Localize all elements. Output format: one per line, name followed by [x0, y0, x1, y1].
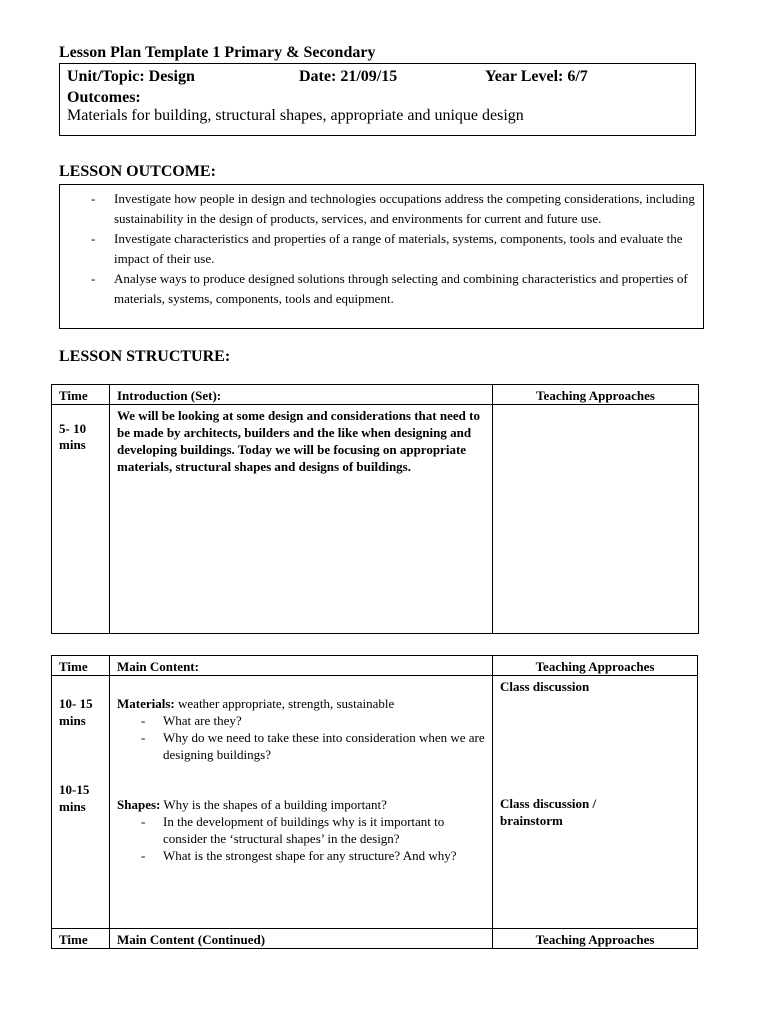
materials-line [117, 695, 485, 712]
document-title: Lesson Plan Template 1 Primary & Secondary [59, 44, 376, 61]
materials-label: Materials: [117, 696, 175, 711]
list-item-text: What are they? [163, 713, 242, 728]
col-approach: Teaching Approaches [493, 385, 699, 405]
row-time: 10- 15 mins [59, 696, 93, 728]
row-approach-cell [493, 676, 698, 929]
outcomes-label: Outcomes: [67, 89, 141, 106]
row-content: We will be looking at some design and considerations that need to be made by architects, builders and the like when designing and developing buildings. Today we will be focusing on appropriate materials, structural shapes and designs of buildings. [110, 405, 493, 634]
lesson-outcome-heading: LESSON OUTCOME: [59, 163, 216, 180]
list-item: - What is the strongest shape for any structure? And why? [141, 848, 457, 863]
table-row [52, 405, 699, 634]
outcome-item: - Investigate how people in design and technologies occupations address the competing considerations, including sustainability in the design of products, services, and environments for current and future use. [91, 191, 695, 226]
col-content: Main Content (Continued) [110, 929, 493, 949]
list-item-text: In the development of buildings why is it important to consider the ‘structural shapes’ in the design? [163, 814, 445, 846]
table-header-row [52, 385, 699, 405]
outcome-item: - Analyse ways to produce designed solutions through selecting and combining characteristics and properties of materials, systems, components, tools and equipment. [91, 271, 688, 306]
row-approach: Class discussion / brainstorm [500, 796, 597, 828]
row-approach [493, 405, 699, 634]
col-content: Introduction (Set): [110, 385, 493, 405]
table-row [52, 676, 698, 929]
header-box [59, 63, 696, 136]
outcome-list [60, 185, 703, 309]
outcome-item: - Investigate characteristics and properties of a range of materials, systems, components, tools and evaluate the impact of their use. [91, 231, 683, 266]
row-time-cell [52, 676, 110, 929]
col-approach: Teaching Approaches [493, 929, 698, 949]
outcome-text: Investigate characteristics and properties of a range of materials, systems, components, tools and evaluate the impact of their use. [114, 231, 683, 266]
lesson-date: Date: 21/09/15 [299, 68, 398, 85]
materials-text: weather appropriate, strength, sustainable [174, 696, 395, 711]
list-item: - Why do we need to take these into consideration when we are designing buildings? [141, 730, 485, 762]
list-item-text: Why do we need to take these into consideration when we are designing buildings? [163, 730, 485, 762]
col-time: Time [52, 656, 110, 676]
table-header-row [52, 929, 698, 949]
row-time: 10-15 mins [59, 782, 90, 814]
shapes-text: Why is the shapes of a building important? [160, 797, 387, 812]
outcome-text: Investigate how people in design and technologies occupations address the competing considerations, including sustainability in the design of products, services, and environments for current and future use. [114, 191, 695, 226]
col-approach: Teaching Approaches [493, 656, 698, 676]
col-time: Time [52, 929, 110, 949]
shapes-line [117, 796, 485, 813]
year-level: Year Level: 6/7 [485, 68, 588, 85]
row-approach: Class discussion [500, 679, 590, 694]
list-item: - What are they? [141, 713, 242, 728]
shapes-label: Shapes: [117, 797, 161, 812]
table-header-row [52, 656, 698, 676]
list-item: - In the development of buildings why is it important to consider the ‘structural shapes’ in the design? [141, 814, 445, 846]
outcome-text: Analyse ways to produce designed solutions through selecting and combining characteristics and properties of materials, systems, components, tools and equipment. [114, 271, 688, 306]
main-content-table [51, 655, 698, 949]
outcomes-text: Materials for building, structural shapes, appropriate and unique design [67, 107, 524, 124]
intro-table [51, 384, 699, 634]
unit-topic: Unit/Topic: Design [67, 68, 195, 85]
lesson-outcome-box [59, 184, 704, 329]
row-content-cell [110, 676, 493, 929]
row-time: 5- 10 mins [52, 405, 110, 634]
col-content: Main Content: [110, 656, 493, 676]
lesson-structure-heading: LESSON STRUCTURE: [59, 348, 231, 365]
list-item-text: What is the strongest shape for any structure? And why? [163, 848, 457, 863]
col-time: Time [52, 385, 110, 405]
materials-sublist [117, 712, 485, 763]
shapes-sublist [117, 813, 485, 864]
